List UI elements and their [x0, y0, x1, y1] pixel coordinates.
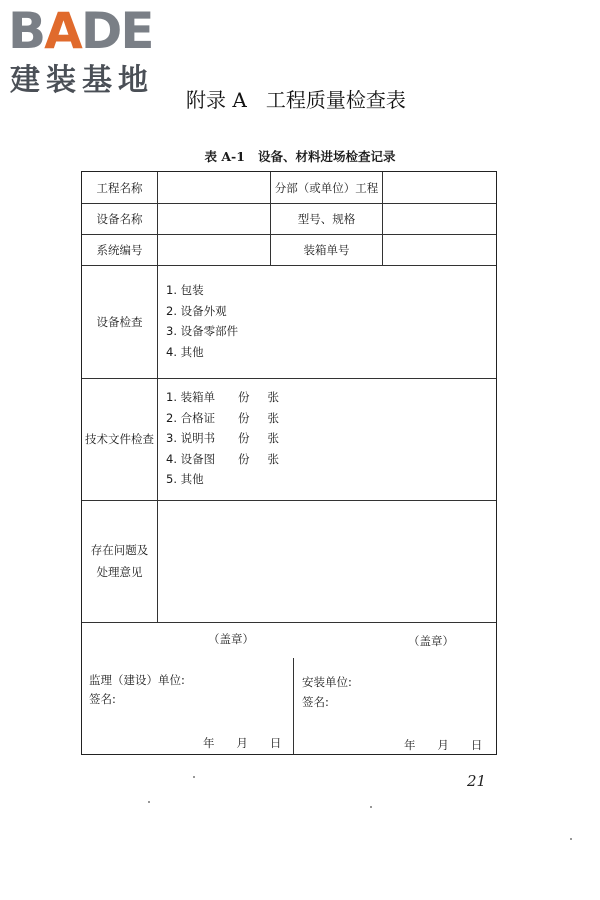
inspection-form [81, 171, 497, 755]
project-name-value[interactable] [158, 172, 270, 203]
doc-item: 5. 其他 [166, 472, 204, 486]
scan-speck [370, 806, 372, 808]
logo-wordmark [8, 4, 153, 58]
doc-item: 3. 说明书 [166, 431, 216, 445]
equipment-check-list [166, 280, 238, 362]
issues-label-line2: 处理意见 [96, 565, 143, 579]
project-name-label: 工程名称 [96, 180, 143, 195]
doc-sheets: 张 [267, 410, 279, 425]
right-date: 年 月 日 [404, 738, 483, 752]
list-item [166, 428, 279, 449]
appendix-title: 附录 A 工程质量检查表 [186, 88, 406, 112]
equipment-name-value[interactable] [158, 203, 270, 234]
system-no-label: 系统编号 [96, 242, 143, 257]
list-item [166, 449, 279, 470]
left-signature-label: 签名: [89, 692, 116, 706]
packing-no-label: 装箱单号 [303, 242, 350, 257]
issues-value[interactable] [158, 501, 496, 622]
row-divider [82, 622, 496, 623]
doc-copies: 份 [238, 410, 250, 425]
equipment-name-label: 设备名称 [96, 211, 143, 226]
supervision-unit-label: 监理（建设）单位: [89, 673, 185, 687]
scan-speck [193, 776, 195, 778]
logo-letters-de: DE [80, 2, 153, 60]
tech-docs-list [166, 387, 279, 490]
model-spec-label: 型号、规格 [297, 211, 356, 226]
tech-docs-label: 技术文件检查 [85, 432, 154, 446]
doc-item: 1. 装箱单 [166, 390, 216, 404]
sub-project-label: 分部（或单位）工程 [274, 180, 379, 195]
doc-sheets: 张 [267, 451, 279, 466]
model-spec-value[interactable] [383, 203, 496, 234]
list-item: 4. 其他 [166, 344, 204, 359]
list-item: 2. 设备外观 [166, 303, 227, 318]
packing-no-value[interactable] [383, 234, 496, 265]
list-item [166, 387, 279, 408]
table-caption: 表 A-1 设备、材料进场检查记录 [204, 149, 396, 164]
system-no-value[interactable] [158, 234, 270, 265]
doc-copies: 份 [238, 431, 250, 445]
page-number: 21 [467, 772, 487, 790]
issues-label [82, 500, 157, 622]
doc-copies: 份 [238, 390, 250, 404]
scan-speck [148, 801, 150, 803]
list-item: 3. 设备零部件 [166, 324, 239, 338]
issues-label-line1: 存在问题及 [90, 543, 149, 557]
right-signature-label: 签名: [302, 695, 329, 709]
list-item [166, 469, 279, 490]
list-item: 1. 包装 [166, 283, 204, 297]
logo-letter-b: B [8, 2, 45, 60]
logo-subtitle: 建装基地 [10, 63, 154, 98]
bade-logo [8, 4, 178, 100]
doc-sheets: 张 [267, 431, 279, 445]
doc-sheets: 张 [267, 390, 279, 404]
equipment-check-label: 设备检查 [96, 314, 143, 329]
scan-speck [570, 838, 572, 840]
right-seal: （盖章） [408, 634, 454, 648]
left-seal: （盖章） [208, 632, 254, 646]
list-item [166, 408, 279, 429]
doc-copies: 份 [238, 451, 250, 466]
doc-item: 4. 设备图 [166, 451, 216, 466]
doc-item: 2. 合格证 [166, 410, 216, 425]
logo-letter-a: A [44, 2, 81, 60]
left-date: 年 月 日 [203, 736, 282, 750]
installation-unit-label: 安装单位: [302, 675, 352, 689]
column-divider [293, 658, 294, 754]
sub-project-value[interactable] [383, 172, 496, 203]
